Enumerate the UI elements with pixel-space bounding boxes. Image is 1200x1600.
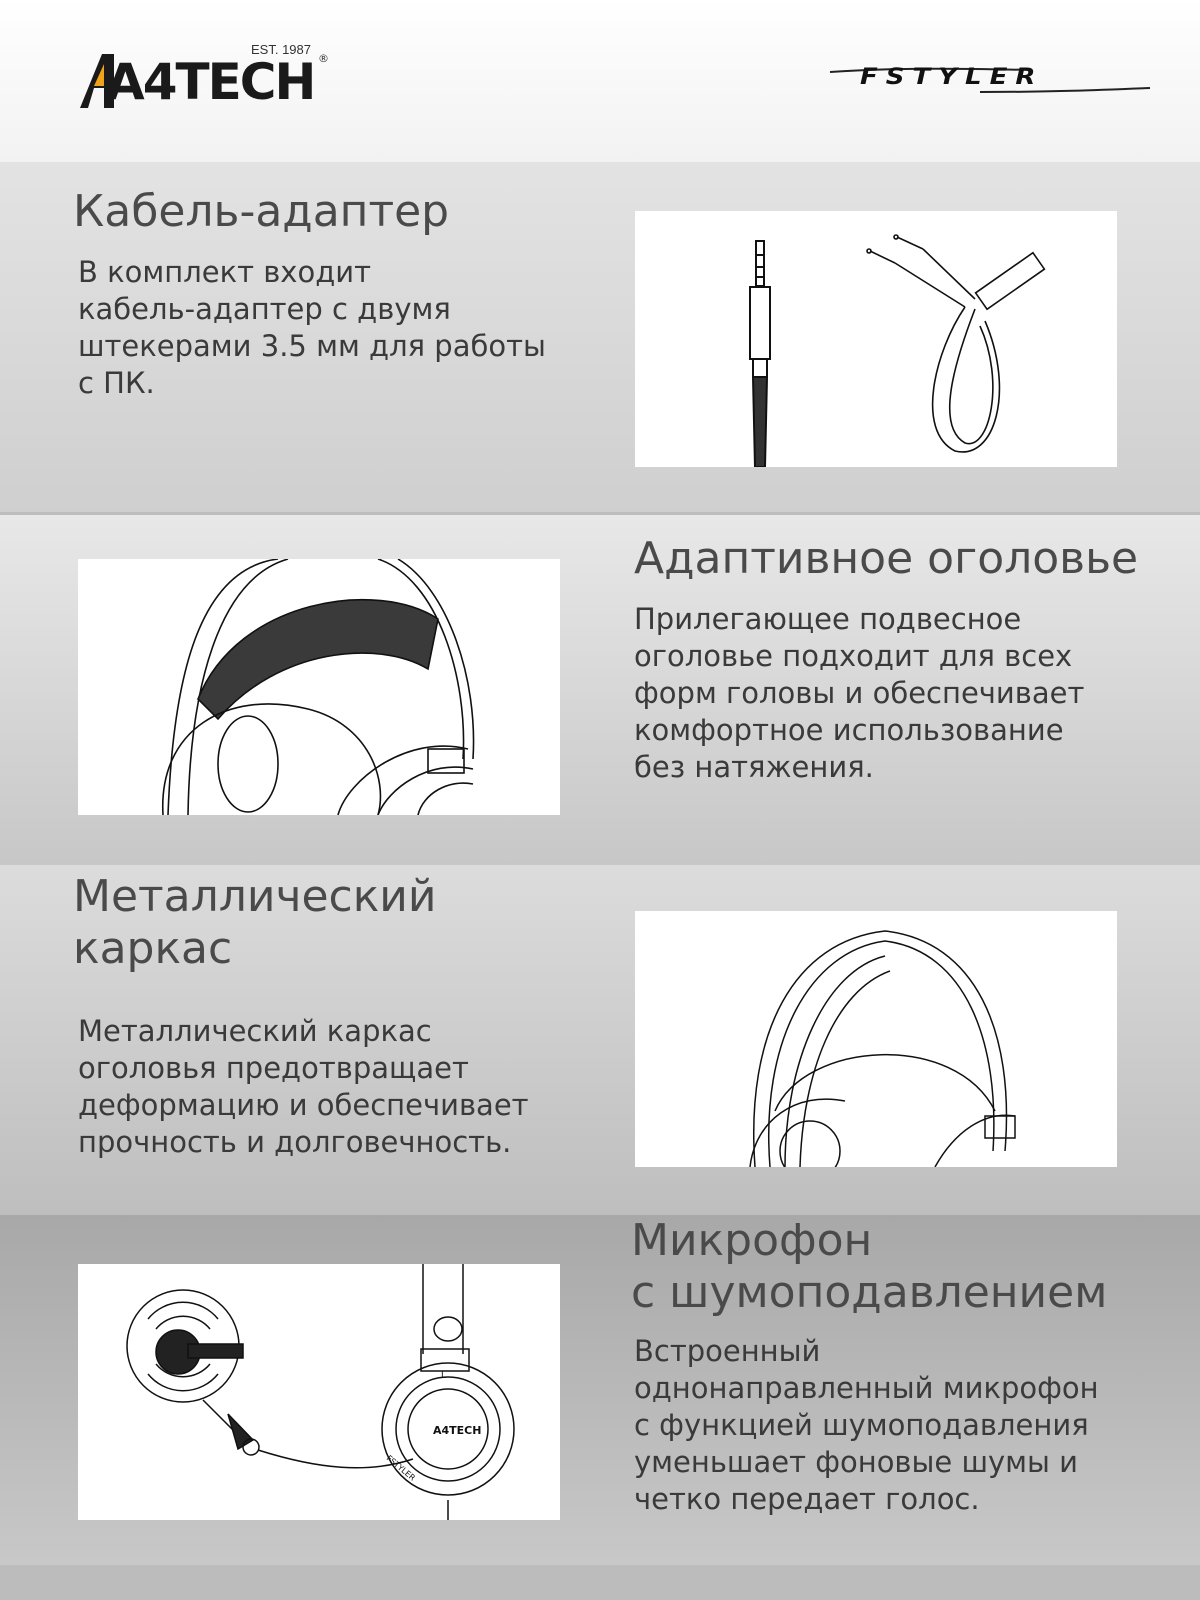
logo-established: EST. 1987 bbox=[251, 42, 311, 57]
fstyler-wordmark: FSTYLER bbox=[860, 64, 1044, 90]
headband-illustration bbox=[78, 559, 560, 815]
section-title: Адаптивное оголовье bbox=[634, 533, 1139, 584]
section-microphone bbox=[0, 1215, 1200, 1565]
arm-label: FSTYLER bbox=[384, 1453, 417, 1483]
earcup-side-mark: L bbox=[441, 1371, 447, 1381]
cable-adapter-illustration bbox=[635, 211, 1117, 467]
fstyler-logo bbox=[830, 62, 1150, 98]
header bbox=[0, 0, 1200, 162]
section-body: В комплект входит кабель-адаптер с двумя штекерами 3.5 мм для работы с ПК. bbox=[78, 255, 546, 400]
section-title: Кабель-адаптер bbox=[73, 186, 450, 237]
section-metal-frame bbox=[0, 865, 1200, 1215]
metal-frame-illustration bbox=[635, 911, 1117, 1167]
logo-registered-mark: ® bbox=[318, 52, 329, 65]
section-headband bbox=[0, 515, 1200, 865]
section-title: Микрофон с шумоподавлением bbox=[631, 1215, 1108, 1318]
footer-band bbox=[0, 1565, 1200, 1600]
a4tech-logo bbox=[80, 42, 330, 112]
section-body: Прилегающее подвесное оголовье подходит для всех форм головы и обеспечивает комфортное использование без натяжения. bbox=[634, 602, 1085, 784]
logo-wordmark: A4TECH bbox=[106, 53, 315, 111]
microphone-illustration bbox=[78, 1264, 560, 1520]
earcup-logo: A4TECH bbox=[433, 1424, 482, 1437]
section-body: Встроенный однонаправленный микрофон с функцией шумоподавления уменьшает фоновые шумы и четко передает голос. bbox=[634, 1334, 1099, 1516]
section-cable-adapter bbox=[0, 162, 1200, 512]
section-title: Металлический каркас bbox=[73, 871, 437, 974]
section-body: Металлический каркас оголовья предотвращает деформацию и обеспечивает прочность и долговечность. bbox=[78, 1014, 529, 1159]
